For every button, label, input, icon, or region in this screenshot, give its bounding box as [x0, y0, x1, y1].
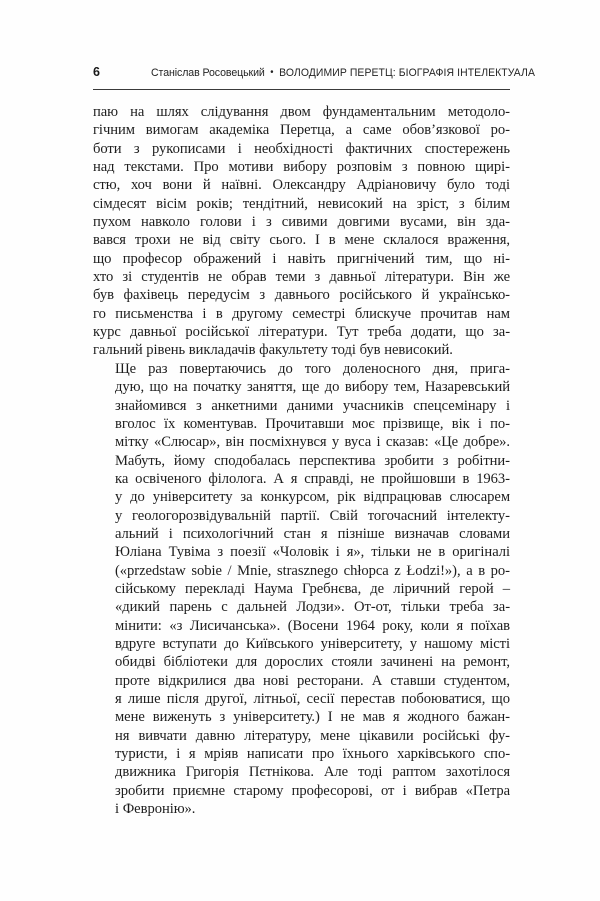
text-line: знайомився з анкетними даними учасників спецсемінару і: [115, 397, 510, 414]
paragraph-2: [93, 360, 510, 819]
text-line: движника Григорія Пєтнікова. Але тоді раптом захотілося: [115, 764, 510, 781]
header-separator-bullet: •: [270, 67, 274, 78]
text-line: гальний рівень викладачів факультету тоді був невисокий.: [93, 342, 453, 359]
text-line: Мабуть, йому сподобалась перспектива зробити з робітни-: [115, 452, 510, 469]
text-line: обидві бібліотеки для дорослих стояли зачинені на ремонт,: [115, 654, 510, 671]
paragraph-1: [93, 103, 510, 360]
text-line: боти з рукописами і необхідності фактичних спостережень: [93, 140, 510, 157]
text-line: зробити приємне старому професорові, от і вибрав «Петра: [115, 782, 510, 799]
text-line: вдруге вступати до Київського університету, у нашому місті: [115, 635, 510, 652]
text-line: курс давньої російської літератури. Тут треба додати, що за-: [93, 324, 510, 341]
text-line: сійському перекладі Наума Гребнєва, де ліричний герой –: [115, 580, 510, 597]
header-title-group: [151, 67, 535, 79]
text-line: що професор ображений і навіть пригнічений тим, що ні-: [93, 250, 510, 267]
text-line: мене виженуть з університету.) І не мав я жодного бажан-: [115, 709, 510, 726]
text-line: вголос їх коментував. Прочитавши моє прізвище, вік і по-: [115, 415, 510, 432]
text-line: гічним вимогам академіка Перетца, а саме обов’язкової ро-: [93, 122, 510, 139]
text-line: стю, хоч вони й наївні. Олександру Адріановичу було тоді: [93, 177, 510, 194]
text-line: туристи, і я мріяв написати про їхнього харківського спо-: [115, 746, 510, 763]
text-line: я лише після другої, літньої, сесії перестав побоюватися, що: [115, 691, 510, 707]
text-line: Юліана Тувіма з поезії «Чоловік і я», тільки не в оригіналі: [115, 544, 510, 561]
header-book-title: ВОЛОДИМИР ПЕРЕТЦ: БІОГРАФІЯ ІНТЕЛЕКТУАЛА: [279, 67, 535, 79]
body-text-block: [93, 103, 510, 818]
text-line: пухом навколо голови і з сивими довгими вусами, він зда-: [93, 214, 510, 231]
text-line: («przedstaw sobie / Mnie, strasznego chłopca z Łodzi!»), а в ро-: [115, 562, 510, 579]
text-line: дую, що на початку заняття, ще до вибору тем, Назаревський: [115, 379, 510, 396]
text-line: сімдесят вісім років; тендітний, невисокий на зріст, з білим: [93, 195, 510, 212]
text-line: мітку «Слюсар», він посміхнувся у вуса і сказав: «Це добре».: [115, 434, 510, 451]
header-author: Станіслав Росовецький: [151, 67, 265, 79]
text-line: «дикий парень с дальней Лодзи». От-от, тільки треба за-: [115, 599, 510, 616]
page-number: 6: [93, 65, 100, 79]
text-line: ка освіченого філолога. А я справді, не пройшовши в 1963-: [115, 470, 510, 487]
text-line: проте відкрилися два нові ресторани. А ставши студентом,: [115, 672, 510, 689]
text-line: ня вивчати давню літературу, мене цікавили російські фу-: [115, 727, 510, 744]
text-line: альний і психологічний стан я пізніше визначав словами: [115, 525, 510, 542]
text-line: мінити: «з Лисичанська». (Восени 1964 року, коли я поїхав: [115, 617, 510, 634]
text-line: Ще раз повертаючись до того доленосного дня, прига-: [115, 360, 510, 377]
text-line: і Февронію».: [115, 801, 196, 818]
text-line: був фахівець передусім з давнього російського й українсько-: [93, 287, 510, 304]
text-line: у до університету за конкурсом, рік відпрацював слюсарем: [115, 489, 510, 506]
text-line: вався трохи не від світу сього. І в мене склалося враження,: [93, 232, 510, 249]
text-line: у геологорозвідувальній партії. Свій тогочасний інтелекту-: [115, 507, 510, 524]
header-rule-divider: [93, 89, 510, 90]
text-line: над текстами. Про мотиви вибору розповім з повною щирі-: [93, 159, 510, 176]
running-header: [93, 65, 535, 88]
text-line: го письменства і в другому семестрі блискуче прочитав нам: [93, 305, 510, 322]
text-line: паю на шлях слідування двом фундаментальним методоло-: [93, 104, 510, 120]
text-line: хто зі студентів не обрав теми з давньої літератури. Він же: [93, 269, 510, 286]
